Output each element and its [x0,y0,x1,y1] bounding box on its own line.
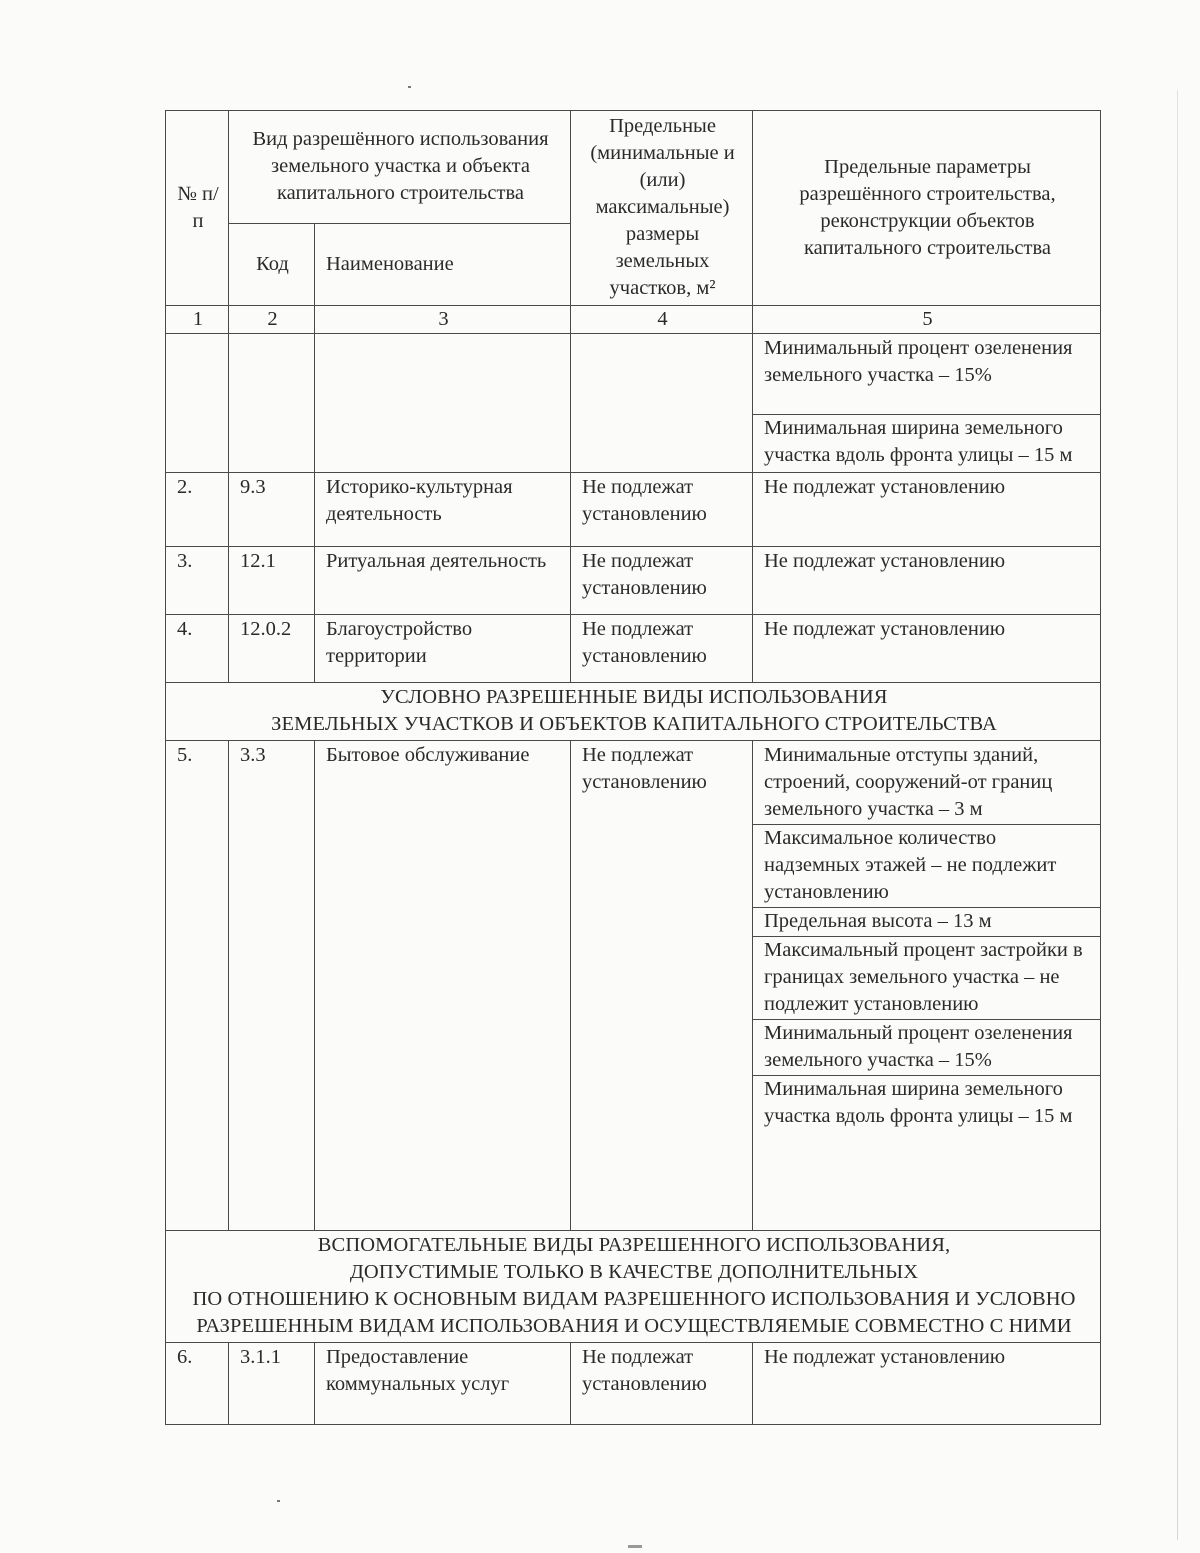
cell-code: 9.3 [229,473,315,547]
cell-num: 6. [166,1343,229,1425]
column-number: 2 [229,306,315,334]
section-line: ПО ОТНОШЕНИЮ К ОСНОВНЫМ ВИДАМ РАЗРЕШЕННОГО ИСПОЛЬЗОВАНИЯ И УСЛОВНО РАЗРЕШЕННЫМ ВИДАМ ИСПОЛЬЗОВАНИЯ И ОСУЩЕСТВЛЯЕМЫЕ СОВМЕСТНО С НИМИ [192,1288,1076,1337]
header-vri-group: Вид разрешённого использования земельного участка и объекта капитального строительства [229,111,571,224]
cell-size: Не подлежат установлению [571,741,753,1231]
cell-empty [315,334,571,473]
param-item: Минимальный процент озеленения земельного участка – 15% [764,337,1073,386]
cell-code: 12.0.2 [229,615,315,683]
cell-code: 3.1.1 [229,1343,315,1425]
cell-size: Не подлежат установлению [571,1343,753,1425]
land-use-table [165,110,1101,1425]
cell-empty [229,334,315,473]
section-heading-row [166,1231,1101,1343]
cell-code: 3.3 [229,741,315,1231]
cell-size: Не подлежат установлению [571,615,753,683]
column-number-row [166,306,1101,334]
header-name: Наименование [315,224,571,306]
section-heading-row [166,683,1101,741]
cell-params: Не подлежат установлению [753,547,1101,615]
cell-params [753,334,1101,473]
cell-num: 5. [166,741,229,1231]
column-number: 1 [166,306,229,334]
cell-name: Предоставление коммунальных услуг [315,1343,571,1425]
cell-empty [166,334,229,473]
section-line: ЗЕМЕЛЬНЫХ УЧАСТКОВ И ОБЪЕКТОВ КАПИТАЛЬНОГО СТРОИТЕЛЬСТВА [271,713,997,735]
cell-params: Не подлежат установлению [753,615,1101,683]
scan-speck [277,1500,280,1502]
param-item: Минимальный процент озеленения земельного участка – 15% [753,1019,1100,1075]
table-row [166,547,1101,615]
column-number: 4 [571,306,753,334]
table-row [166,741,1101,1231]
table-row [166,473,1101,547]
cell-name: Благоустройство территории [315,615,571,683]
cell-params [753,741,1101,1231]
cell-code: 12.1 [229,547,315,615]
continuation-row [166,334,1101,473]
section-heading-auxiliary [166,1231,1101,1343]
cell-num: 3. [166,547,229,615]
table-header-row [166,111,1101,224]
cell-num: 4. [166,615,229,683]
column-number: 5 [753,306,1101,334]
table-row [166,1343,1101,1425]
param-item: Максимальное количество надземных этажей – не подлежит установлению [753,824,1100,907]
table-row [166,615,1101,683]
param-item: Минимальная ширина земельного участка вдоль фронта улицы – 15 м [753,1075,1100,1131]
cell-num: 2. [166,473,229,547]
header-size: Предельные (минимальные и (или) максимальные) размеры земельных участков, м² [571,111,753,306]
section-heading-conditional [166,683,1101,741]
header-params: Предельные параметры разрешённого строительства, реконструкции объектов капитального строительства [753,111,1101,306]
param-item: Минимальные отступы зданий, строений, сооружений-от границ земельного участка – 3 м [764,744,1053,820]
header-num: № п/п [166,111,229,306]
param-item: Предельная высота – 13 м [753,907,1100,936]
cell-params: Не подлежат установлению [753,1343,1101,1425]
scan-edge-shadow [1177,90,1178,1540]
cell-params: Не подлежат установлению [753,473,1101,547]
scan-speck [408,86,411,88]
param-item: Минимальная ширина земельного участка вдоль фронта улицы – 15 м [753,414,1100,470]
cell-name: Историко-культурная деятельность [315,473,571,547]
cell-size: Не подлежат установлению [571,473,753,547]
column-number: 3 [315,306,571,334]
page-number-fragment [628,1545,642,1548]
section-line: УСЛОВНО РАЗРЕШЕННЫЕ ВИДЫ ИСПОЛЬЗОВАНИЯ [380,686,888,708]
param-item: Максимальный процент застройки в границах земельного участка – не подлежит установлению [753,936,1100,1019]
section-line: ДОПУСТИМЫЕ ТОЛЬКО В КАЧЕСТВЕ ДОПОЛНИТЕЛЬНЫХ [349,1261,919,1283]
header-code: Код [229,224,315,306]
cell-empty [571,334,753,473]
cell-name: Ритуальная деятельность [315,547,571,615]
cell-size: Не подлежат установлению [571,547,753,615]
section-line: ВСПОМОГАТЕЛЬНЫЕ ВИДЫ РАЗРЕШЕННОГО ИСПОЛЬЗОВАНИЯ, [317,1234,951,1256]
cell-name: Бытовое обслуживание [315,741,571,1231]
